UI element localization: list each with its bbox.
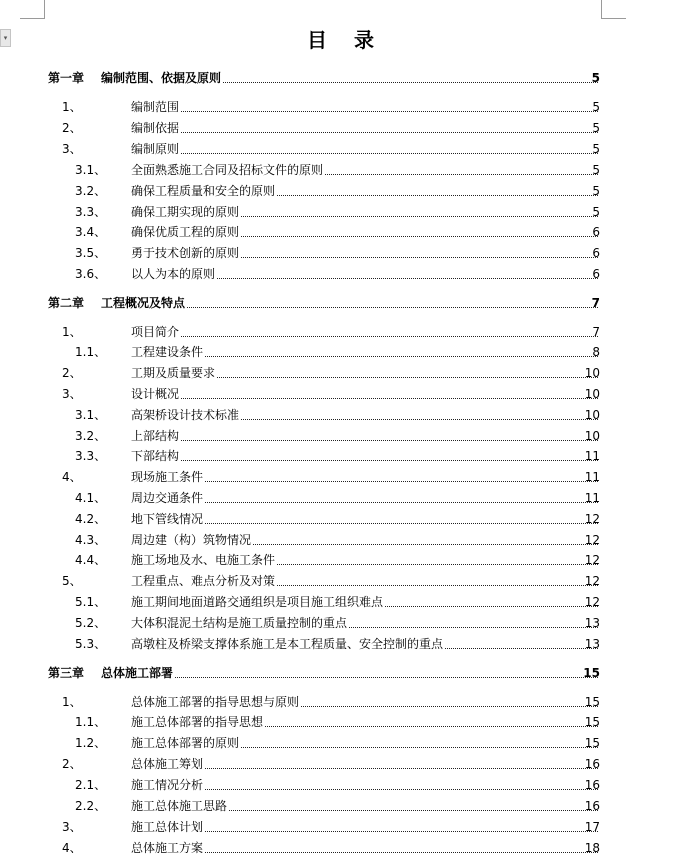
toc-entry[interactable] [0, 139, 691, 159]
toc-dot-leader [445, 648, 598, 649]
toc-entry-number: 4.4、 [75, 553, 107, 567]
toc-entry[interactable] [0, 817, 691, 837]
toc-dot-leader [277, 585, 598, 586]
toc-entry-page-number: 16 [584, 757, 600, 771]
toc-entry-title: 编制范围 [131, 100, 180, 114]
toc-entry-title: 设计概况 [131, 387, 180, 401]
toc-dot-leader [241, 747, 598, 748]
toc-entry-page-number: 12 [584, 574, 600, 588]
toc-entry[interactable] [0, 613, 691, 633]
toc-entry-title: 施工情况分析 [131, 778, 204, 792]
toc-dot-leader [187, 307, 598, 308]
toc-entry-number: 5、 [62, 574, 82, 588]
toc-entry-title: 项目简介 [131, 325, 180, 339]
toc-entry-page-number: 6 [592, 246, 600, 260]
toc-entry-number: 4、 [62, 841, 82, 855]
toc-dot-leader [181, 153, 598, 154]
toc-entry-number: 2、 [62, 757, 82, 771]
toc-entry-number: 5.1、 [75, 595, 107, 609]
toc-dot-leader [181, 440, 598, 441]
toc-entry-number: 4.1、 [75, 491, 107, 505]
toc-chapter-entry[interactable] [0, 68, 691, 88]
toc-dot-leader [205, 502, 598, 503]
toc-entry-number: 3.1、 [75, 163, 107, 177]
toc-entry[interactable] [0, 733, 691, 753]
toc-entry-title: 周边建（构）筑物情况 [131, 533, 252, 547]
toc-entry[interactable] [0, 342, 691, 362]
toc-dot-leader [385, 606, 598, 607]
toc-dot-leader [181, 132, 598, 133]
toc-entry-title: 地下管线情况 [131, 512, 204, 526]
toc-entry-page-number: 16 [584, 778, 600, 792]
toc-entry-number: 5.2、 [75, 616, 107, 630]
toc-entry-title: 周边交通条件 [131, 491, 204, 505]
toc-entry-page-number: 15 [583, 666, 600, 680]
toc-entry[interactable] [0, 202, 691, 222]
toc-entry-number: 第二章 [48, 296, 85, 310]
toc-entry-number: 4.2、 [75, 512, 107, 526]
toc-entry-page-number: 18 [584, 841, 600, 855]
toc-entry-page-number: 5 [592, 163, 600, 177]
toc-entry[interactable] [0, 550, 691, 570]
toc-entry-title: 编制范围、依据及原则 [101, 71, 222, 85]
toc-entry-page-number: 10 [584, 408, 600, 422]
toc-entry-title: 施工期间地面道路交通组织是项目施工组织难点 [131, 595, 384, 609]
page-corner-mark-left [20, 0, 45, 19]
toc-dot-leader [277, 195, 598, 196]
toc-entry[interactable] [0, 634, 691, 654]
toc-title: 目 录 [307, 28, 384, 52]
toc-entry-number: 2、 [62, 366, 82, 380]
toc-entry-number: 2.1、 [75, 778, 107, 792]
toc-dot-leader [349, 627, 598, 628]
toc-entry-title: 工期及质量要求 [131, 366, 216, 380]
toc-dot-leader [205, 852, 598, 853]
toc-entry-number: 1、 [62, 100, 82, 114]
toc-entry[interactable] [0, 446, 691, 466]
toc-entry-number: 1.1、 [75, 715, 107, 729]
toc-entry-page-number: 5 [592, 142, 600, 156]
toc-entry-number: 3.4、 [75, 225, 107, 239]
toc-entry-number: 3.1、 [75, 408, 107, 422]
toc-entry-title: 上部结构 [131, 429, 180, 443]
page-corner-mark-right [601, 0, 626, 19]
toc-entry-page-number: 15 [584, 736, 600, 750]
toc-entry[interactable] [0, 509, 691, 529]
toc-entry[interactable] [0, 775, 691, 795]
toc-entry-title: 工程重点、难点分析及对策 [131, 574, 276, 588]
toc-entry[interactable] [0, 181, 691, 201]
toc-entry-title: 确保优质工程的原则 [131, 225, 240, 239]
toc-entry-number: 3.2、 [75, 429, 107, 443]
toc-dot-leader [277, 564, 598, 565]
toc-entry-page-number: 5 [592, 205, 600, 219]
toc-entry-number: 1、 [62, 325, 82, 339]
toc-entry-title: 确保工期实现的原则 [131, 205, 240, 219]
toc-entry[interactable] [0, 363, 691, 383]
toc-entry-title: 以人为本的原则 [131, 267, 216, 281]
toc-dot-leader [205, 356, 598, 357]
toc-entry-number: 4.3、 [75, 533, 107, 547]
toc-entry-title: 编制原则 [131, 142, 180, 156]
toc-dot-leader [205, 481, 598, 482]
toc-entry-page-number: 10 [584, 387, 600, 401]
toc-entry-page-number: 15 [584, 695, 600, 709]
toc-entry-title: 高墩柱及桥梁支撑体系施工是本工程质量、安全控制的重点 [131, 637, 444, 651]
toc-entry-number: 3、 [62, 387, 82, 401]
toc-dot-leader [181, 111, 598, 112]
toc-dot-leader [325, 174, 598, 175]
toc-entry[interactable] [0, 384, 691, 404]
toc-entry-title: 勇于技术创新的原则 [131, 246, 240, 260]
toc-entry-title: 施工总体施工思路 [131, 799, 228, 813]
toc-dot-leader [205, 523, 598, 524]
toc-entry[interactable] [0, 405, 691, 425]
toc-entry-page-number: 12 [584, 553, 600, 567]
toc-entry-title: 确保工程质量和安全的原则 [131, 184, 276, 198]
toc-dot-leader [265, 726, 598, 727]
toc-entry-page-number: 13 [584, 637, 600, 651]
toc-entry-page-number: 13 [584, 616, 600, 630]
toc-entry[interactable] [0, 467, 691, 487]
toc-dot-leader [181, 460, 598, 461]
toc-entry-title: 编制依据 [131, 121, 180, 135]
toc-entry[interactable] [0, 592, 691, 612]
toc-entry[interactable] [0, 571, 691, 591]
toc-entry-page-number: 15 [584, 715, 600, 729]
toc-entry-title: 总体施工筹划 [131, 757, 204, 771]
toc-entry-title: 现场施工条件 [131, 470, 204, 484]
toc-chapter-entry[interactable] [0, 663, 691, 683]
toc-entry-title: 施工总体计划 [131, 820, 204, 834]
toc-entry-page-number: 7 [591, 296, 600, 310]
toc-entry-number: 3、 [62, 142, 82, 156]
toc-entry-number: 3.3、 [75, 205, 107, 219]
toc-entry-page-number: 12 [584, 512, 600, 526]
toc-entry-title: 总体施工部署的指导思想与原则 [131, 695, 300, 709]
toc-entry-page-number: 10 [584, 366, 600, 380]
toc-entry[interactable] [0, 222, 691, 242]
toc-entry-title: 全面熟悉施工合同及招标文件的原则 [131, 163, 324, 177]
toc-dot-leader [241, 236, 598, 237]
toc-entry-number: 3.6、 [75, 267, 107, 281]
toc-entry-title: 施工总体部署的原则 [131, 736, 240, 750]
toc-entry-page-number: 8 [592, 345, 600, 359]
toc-chapter-entry[interactable] [0, 293, 691, 313]
toc-entry-page-number: 5 [592, 121, 600, 135]
toc-entry[interactable] [0, 488, 691, 508]
toc-dot-leader [223, 82, 598, 83]
toc-dot-leader [205, 789, 598, 790]
ruler-toggle-button[interactable]: ▾ [0, 29, 11, 47]
toc-entry-page-number: 6 [592, 225, 600, 239]
toc-entry-page-number: 7 [592, 325, 600, 339]
toc-entry-page-number: 16 [584, 799, 600, 813]
toc-entry-number: 3.3、 [75, 449, 107, 463]
toc-entry[interactable] [0, 796, 691, 816]
toc-entry-number: 3.5、 [75, 246, 107, 260]
toc-entry-page-number: 10 [584, 429, 600, 443]
toc-entry-page-number: 11 [584, 449, 600, 463]
toc-entry-number: 2.2、 [75, 799, 107, 813]
toc-entry-page-number: 6 [592, 267, 600, 281]
toc-entry-title: 大体积混泥土结构是施工质量控制的重点 [131, 616, 348, 630]
toc-entry-number: 1.1、 [75, 345, 107, 359]
toc-dot-leader [217, 278, 598, 279]
toc-entry[interactable] [0, 838, 691, 858]
toc-entry-title: 总体施工方案 [131, 841, 204, 855]
toc-entry-title: 工程概况及特点 [101, 296, 186, 310]
toc-entry-title: 下部结构 [131, 449, 180, 463]
toc-entry-title: 施工场地及水、电施工条件 [131, 553, 276, 567]
toc-dot-leader [241, 257, 598, 258]
toc-dot-leader [217, 377, 598, 378]
toc-entry[interactable] [0, 264, 691, 284]
toc-entry-number: 第一章 [48, 71, 85, 85]
toc-entry[interactable] [0, 97, 691, 117]
toc-dot-leader [241, 216, 598, 217]
toc-dot-leader [241, 419, 598, 420]
toc-entry-page-number: 12 [584, 595, 600, 609]
toc-entry[interactable] [0, 712, 691, 732]
toc-entry-page-number: 5 [591, 71, 600, 85]
toc-dot-leader [181, 398, 598, 399]
toc-entry[interactable] [0, 118, 691, 138]
toc-entry-page-number: 11 [584, 470, 600, 484]
toc-entry-page-number: 17 [584, 820, 600, 834]
toc-entry[interactable] [0, 160, 691, 180]
toc-entry[interactable] [0, 322, 691, 342]
toc-entry-page-number: 5 [592, 184, 600, 198]
toc-dot-leader [229, 810, 598, 811]
toc-entry-number: 5.3、 [75, 637, 107, 651]
toc-entry-number: 1、 [62, 695, 82, 709]
toc-entry-title: 总体施工部署 [101, 666, 174, 680]
toc-dot-leader [301, 706, 598, 707]
toc-entry-number: 第三章 [48, 666, 85, 680]
toc-dot-leader [181, 336, 598, 337]
toc-entry[interactable] [0, 426, 691, 446]
toc-dot-leader [205, 831, 598, 832]
toc-entry-page-number: 11 [584, 491, 600, 505]
toc-entry[interactable] [0, 692, 691, 712]
toc-entry-number: 3.2、 [75, 184, 107, 198]
toc-entry-page-number: 5 [592, 100, 600, 114]
toc-entry-page-number: 12 [584, 533, 600, 547]
toc-entry-title: 高架桥设计技术标准 [131, 408, 240, 422]
toc-dot-leader [175, 677, 598, 678]
toc-entry-number: 4、 [62, 470, 82, 484]
toc-entry-title: 施工总体部署的指导思想 [131, 715, 264, 729]
toc-entry-number: 2、 [62, 121, 82, 135]
toc-dot-leader [253, 544, 598, 545]
toc-entry-number: 1.2、 [75, 736, 107, 750]
toc-entry[interactable] [0, 754, 691, 774]
toc-dot-leader [205, 768, 598, 769]
toc-entry-title: 工程建设条件 [131, 345, 204, 359]
toc-entry[interactable] [0, 243, 691, 263]
toc-entry[interactable] [0, 530, 691, 550]
toc-entry-number: 3、 [62, 820, 82, 834]
